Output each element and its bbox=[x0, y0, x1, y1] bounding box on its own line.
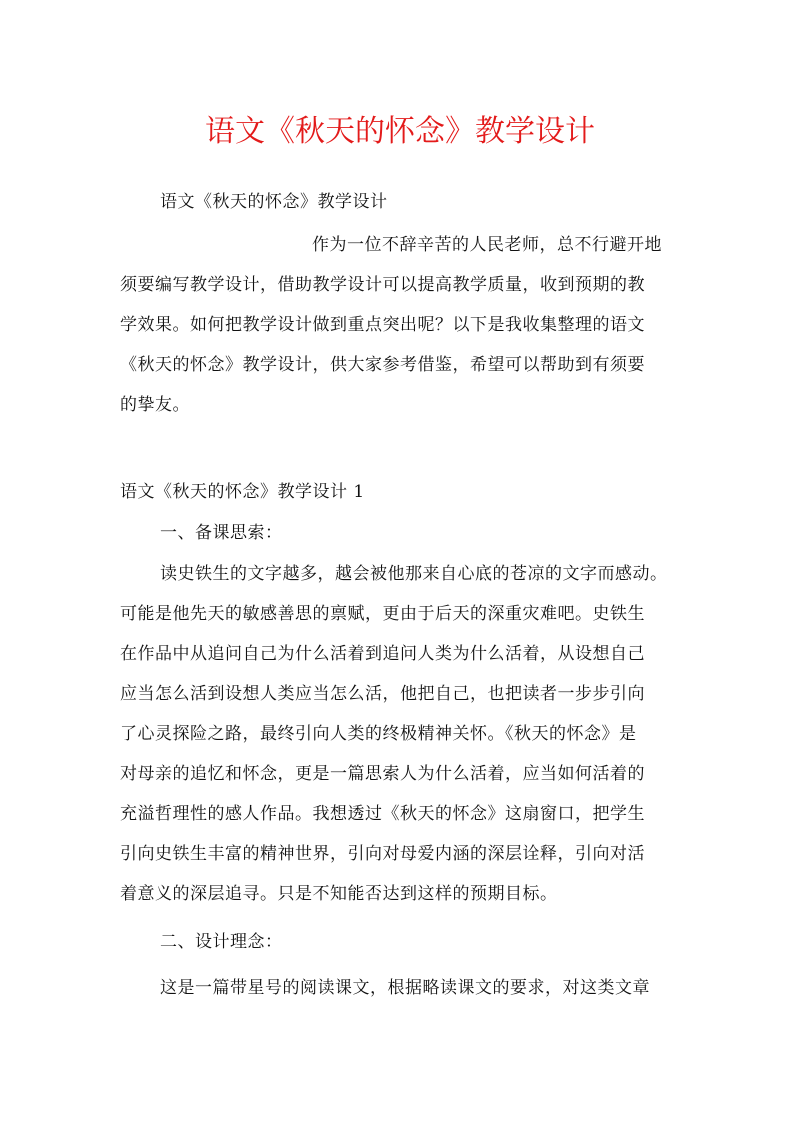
section-heading: 一、备课思索： bbox=[160, 523, 283, 543]
paragraph-line: 充溢哲理性的感人作品。我想透过《秋天的怀念》这扇窗口，把学生 bbox=[120, 804, 645, 824]
paragraph-line: 这是一篇带星号的阅读课文，根据略读课文的要求，对这类文章 bbox=[160, 978, 650, 998]
section-title: 语文《秋天的怀念》教学设计 1 bbox=[120, 482, 365, 502]
paragraph-line: 着意义的深层追寻。只是不知能否达到这样的预期目标。 bbox=[120, 884, 558, 904]
paragraph-line: 在作品中从追问自己为什么活着到追问人类为什么活着，从设想自己 bbox=[120, 644, 645, 664]
document-title: 语文《秋天的怀念》教学设计 bbox=[205, 114, 595, 149]
section-heading: 二、设计理念： bbox=[160, 932, 283, 952]
intro-line: 《秋天的怀念》教学设计，供大家参考借鉴，希望可以帮助到有须要 bbox=[120, 355, 645, 375]
intro-line: 作为一位不辞辛苦的人民老师，总不行避开地 bbox=[312, 235, 662, 255]
intro-line: 学效果。如何把教学设计做到重点突出呢？以下是我收集整理的语文 bbox=[120, 315, 645, 335]
intro-line: 的挚友。 bbox=[120, 395, 190, 415]
paragraph-line: 引向史铁生丰富的精神世界，引向对母爱内涵的深层诠释，引向对活 bbox=[120, 844, 645, 864]
paragraph-line: 读史铁生的文字越多，越会被他那来自心底的苍凉的文字而感动。 bbox=[160, 564, 668, 584]
intro-line: 须要编写教学设计，借助教学设计可以提高教学质量，收到预期的教 bbox=[120, 275, 645, 295]
paragraph-line: 应当怎么活到设想人类应当怎么活，他把自己，也把读者一步步引向 bbox=[120, 684, 645, 704]
paragraph-line: 了心灵探险之路，最终引向人类的终极精神关怀。《秋天的怀念》是 bbox=[120, 724, 637, 744]
paragraph-line: 可能是他先天的敏感善思的禀赋，更由于后天的深重灾难吧。史铁生 bbox=[120, 604, 645, 624]
document-subtitle: 语文《秋天的怀念》教学设计 bbox=[160, 192, 388, 212]
paragraph-line: 对母亲的追忆和怀念，更是一篇思索人为什么活着，应当如何活着的 bbox=[120, 764, 645, 784]
